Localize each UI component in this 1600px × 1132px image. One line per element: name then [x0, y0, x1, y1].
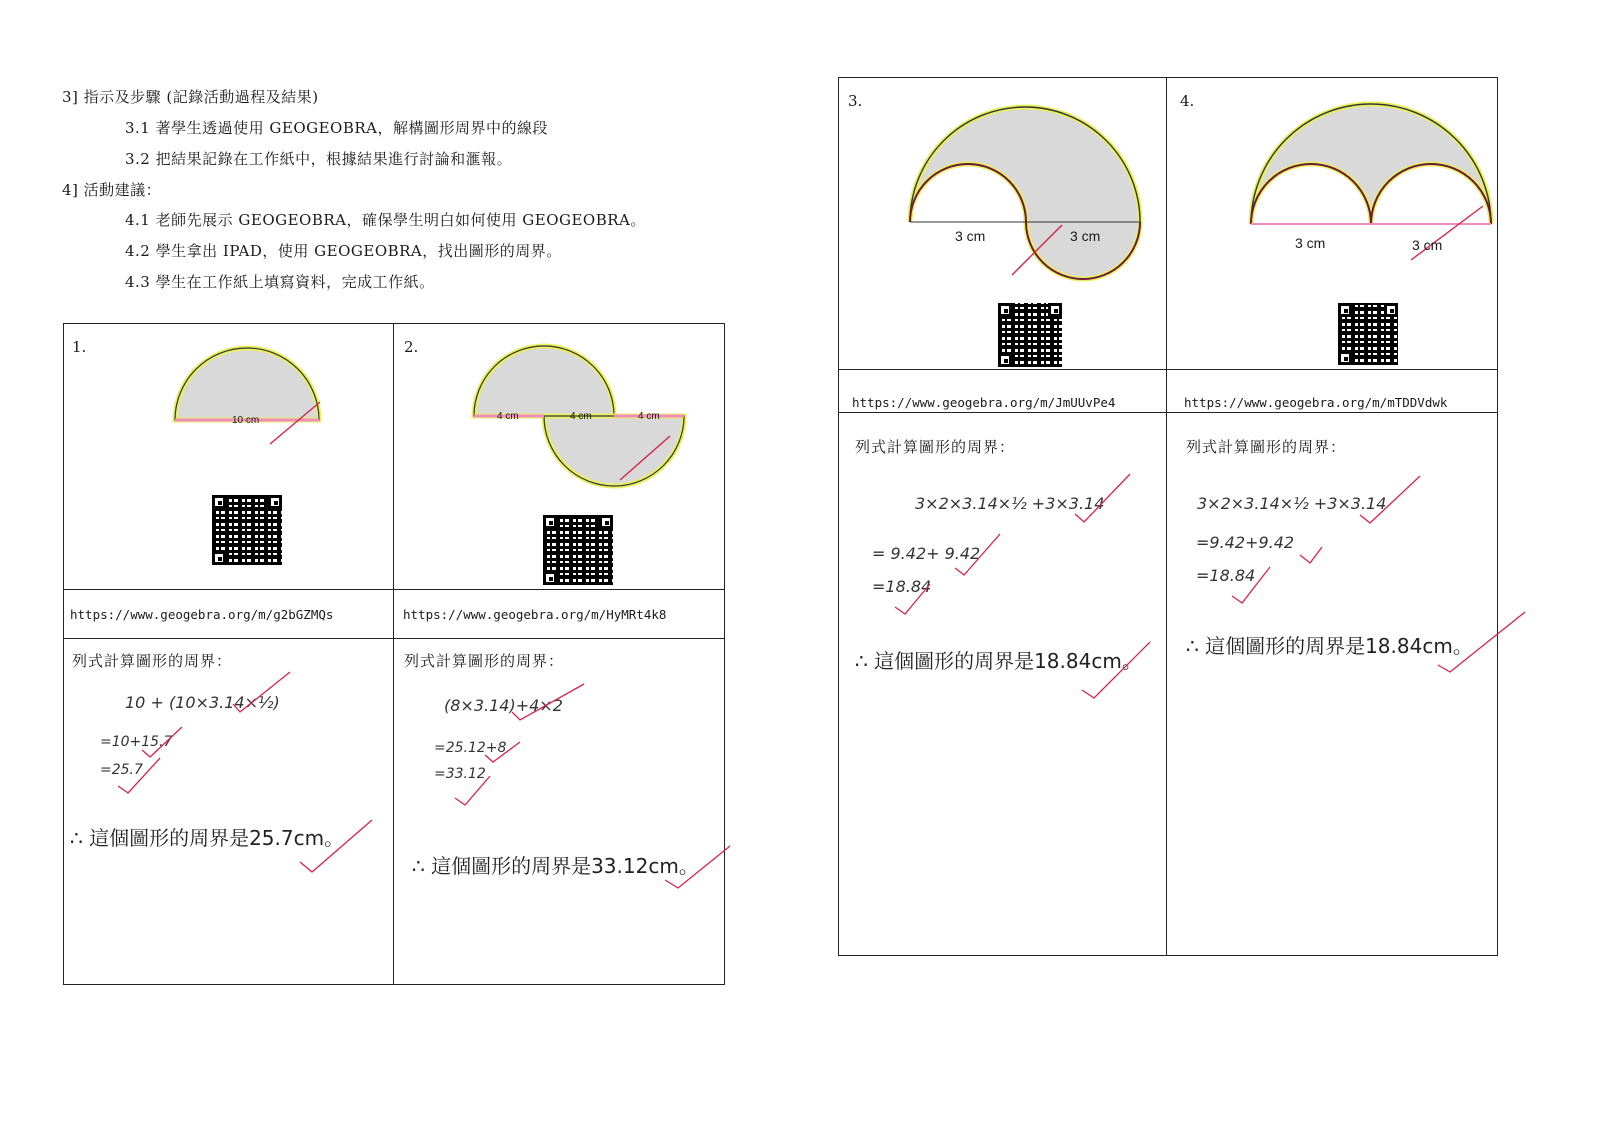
card-4-work-line-2: =9.42+9.42: [1196, 533, 1295, 552]
step-4-1: 4.1 老師先展示 GEOGEOBRA，確保學生明白如何使用 GEOGEOBRA。: [125, 211, 646, 229]
card-1-url: https://www.geogebra.org/m/g2bGZMQs: [70, 607, 334, 622]
card-1-calc-label: 列式計算圖形的周界：: [72, 652, 233, 670]
section-3-heading: 3] 指示及步驟 (記錄活動過程及結果): [62, 88, 319, 106]
card-2-work-line-1: (8×3.14)+4×2: [444, 696, 563, 715]
card-2-dim-label-3: 4 cm: [638, 411, 660, 422]
card-4-answer: ∴ 這個圖形的周界是18.84cm。: [1186, 634, 1473, 658]
card-4-url: https://www.geogebra.org/m/mTDDVdwk: [1184, 395, 1448, 410]
card-3-answer: ∴ 這個圖形的周界是18.84cm。: [855, 649, 1142, 673]
step-4-2: 4.2 學生拿出 IPAD，使用 GEOGEOBRA，找出圖形的周界。: [125, 242, 562, 260]
card-3-calc-label: 列式計算圖形的周界：: [855, 438, 1016, 456]
card-3-work-line-3: =18.84: [872, 577, 932, 596]
card-3-dim-label-1: 3 cm: [955, 228, 986, 244]
card-2-url: https://www.geogebra.org/m/HyMRt4k8: [403, 607, 667, 622]
card-3-work-line-2: = 9.42+ 9.42: [872, 544, 981, 563]
card-1-work-line-2: =10+15.7: [100, 734, 173, 750]
card-2-dim-label-2: 4 cm: [570, 411, 592, 422]
card-2-number: 2.: [404, 338, 419, 356]
card-2-answer: ∴ 這個圖形的周界是33.12cm。: [412, 854, 699, 878]
card-3-work-line-1: 3×2×3.14×½ +3×3.14: [915, 494, 1105, 513]
card-2-work-line-2: =25.12+8: [434, 740, 507, 756]
section-4-heading: 4] 活動建議：: [62, 181, 162, 199]
card-4-number: 4.: [1180, 92, 1195, 110]
step-3-2: 3.2 把結果記錄在工作紙中，根據結果進行討論和滙報。: [125, 150, 513, 168]
card-3-url: https://www.geogebra.org/m/JmUUvPe4: [852, 395, 1116, 410]
card-1-answer: ∴ 這個圖形的周界是25.7cm。: [70, 826, 345, 850]
card-4-dim-label-2: 3 cm: [1412, 237, 1443, 253]
card-4-work-line-1: 3×2×3.14×½ +3×3.14: [1197, 494, 1387, 513]
card-1-dim-label: 10 cm: [232, 415, 260, 426]
card-2-work-line-3: =33.12: [434, 766, 486, 782]
card-3-number: 3.: [848, 92, 863, 110]
step-3-1: 3.1 著學生透過使用 GEOGEOBRA，解構圖形周界中的線段: [125, 119, 549, 137]
card-4-calc-label: 列式計算圖形的周界：: [1186, 438, 1347, 456]
card-1-number: 1.: [72, 338, 87, 356]
card-4-dim-label-1: 3 cm: [1295, 235, 1326, 251]
card-1-work-line-3: =25.7: [100, 762, 143, 778]
card-2-calc-label: 列式計算圖形的周界：: [404, 652, 565, 670]
step-4-3: 4.3 學生在工作紙上填寫資料，完成工作紙。: [125, 273, 435, 291]
card-3-dim-label-2: 3 cm: [1070, 228, 1101, 244]
card-4-work-line-3: =18.84: [1196, 566, 1256, 585]
card-1-work-line-1: 10 + (10×3.14×½): [125, 693, 280, 712]
card-2-dim-label-1: 4 cm: [497, 411, 519, 422]
